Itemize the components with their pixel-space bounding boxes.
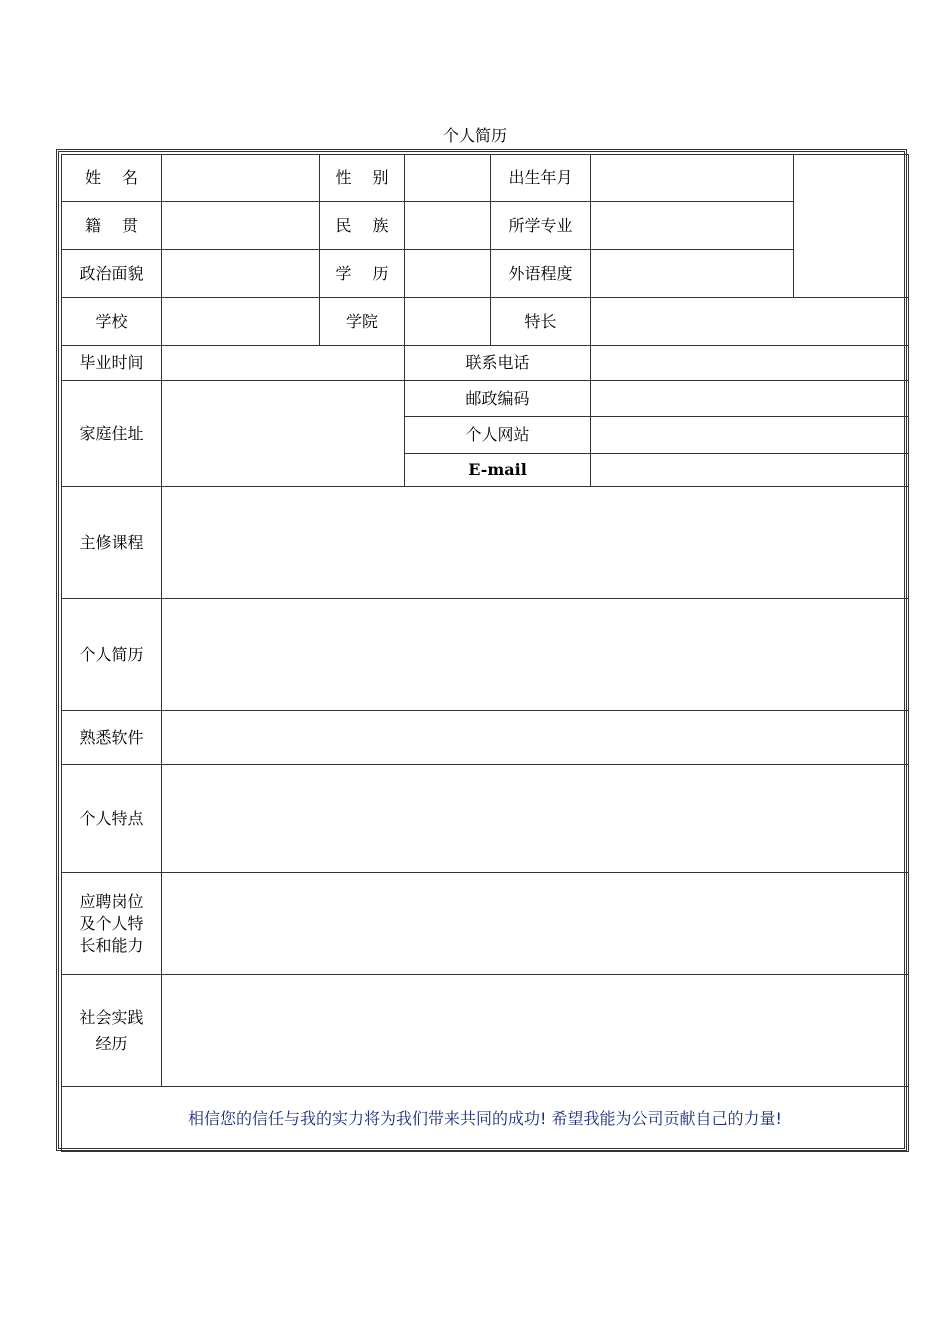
row-graduation (62, 346, 909, 381)
major-field[interactable] (591, 202, 794, 250)
row-political (62, 250, 909, 298)
ethnicity-label: 民 族 (320, 202, 405, 250)
native-place-label: 籍 贯 (62, 202, 162, 250)
postal-code-field[interactable] (591, 381, 909, 417)
postal-code-label: 邮政编码 (405, 381, 591, 417)
row-postal (62, 381, 909, 417)
political-status-field[interactable] (162, 250, 320, 298)
row-resume (62, 599, 909, 711)
row-closing (62, 1087, 909, 1152)
main-courses-label: 主修课程 (62, 487, 162, 599)
software-field[interactable] (162, 711, 909, 765)
closing-statement: 相信您的信任与我的实力将为我们带来共同的成功! 希望我能为公司贡献自己的力量! (62, 1087, 909, 1152)
row-school (62, 298, 909, 346)
phone-field[interactable] (591, 346, 909, 381)
college-label: 学院 (320, 298, 405, 346)
native-place-field[interactable] (162, 202, 320, 250)
education-label: 学 历 (320, 250, 405, 298)
row-traits (62, 765, 909, 873)
row-software (62, 711, 909, 765)
school-label: 学校 (62, 298, 162, 346)
resume-table (61, 154, 909, 1152)
row-name (62, 155, 909, 202)
home-address-label: 家庭住址 (62, 381, 162, 487)
home-address-field[interactable] (162, 381, 405, 487)
row-practice (62, 975, 909, 1087)
row-main-courses (62, 487, 909, 599)
main-courses-field[interactable] (162, 487, 909, 599)
practice-label-line1: 社会实践 (79, 1007, 144, 1027)
practice-field[interactable] (162, 975, 909, 1087)
name-field[interactable] (162, 155, 320, 202)
resume-form (56, 149, 907, 1151)
website-field[interactable] (591, 417, 909, 454)
software-label: 熟悉软件 (62, 711, 162, 765)
gender-field[interactable] (405, 155, 491, 202)
ethnicity-field[interactable] (405, 202, 491, 250)
education-field[interactable] (405, 250, 491, 298)
political-status-label: 政治面貌 (62, 250, 162, 298)
row-native-place (62, 202, 909, 250)
school-field[interactable] (162, 298, 320, 346)
position-label-line2: 及个人特 (79, 913, 144, 933)
specialty-label: 特长 (491, 298, 591, 346)
gender-label: 性 别 (320, 155, 405, 202)
resume-label: 个人简历 (62, 599, 162, 711)
traits-field[interactable] (162, 765, 909, 873)
birth-label: 出生年月 (491, 155, 591, 202)
position-label (62, 873, 162, 975)
practice-label-line2: 经历 (95, 1033, 128, 1053)
website-label: 个人网站 (405, 417, 591, 454)
specialty-field[interactable] (591, 298, 909, 346)
email-label: E-mail (405, 454, 591, 487)
traits-label: 个人特点 (62, 765, 162, 873)
position-field[interactable] (162, 873, 909, 975)
photo-area[interactable] (794, 155, 909, 298)
row-position (62, 873, 909, 975)
resume-title: 个人简历 (442, 126, 507, 145)
resume-field[interactable] (162, 599, 909, 711)
email-field[interactable] (591, 454, 909, 487)
foreign-language-field[interactable] (591, 250, 794, 298)
major-label: 所学专业 (491, 202, 591, 250)
phone-label: 联系电话 (405, 346, 591, 381)
foreign-language-label: 外语程度 (491, 250, 591, 298)
name-label: 姓 名 (62, 155, 162, 202)
graduation-time-label: 毕业时间 (62, 346, 162, 381)
practice-label (62, 975, 162, 1087)
graduation-time-field[interactable] (162, 346, 405, 381)
position-label-line3: 长和能力 (79, 935, 144, 955)
position-label-line1: 应聘岗位 (79, 891, 144, 911)
college-field[interactable] (405, 298, 491, 346)
birth-field[interactable] (591, 155, 794, 202)
